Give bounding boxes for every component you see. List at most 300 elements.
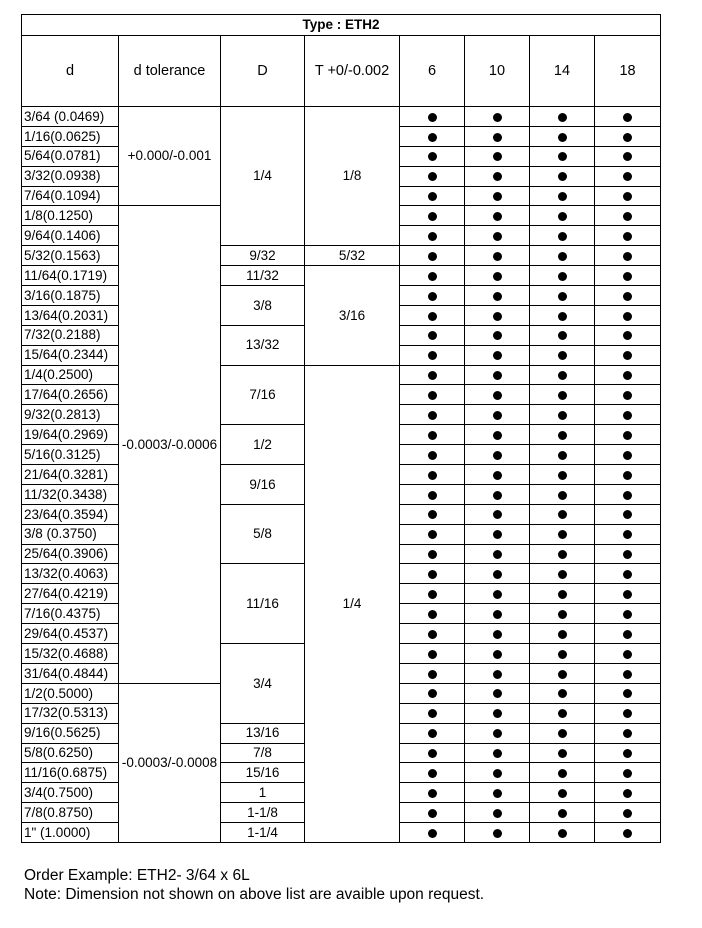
available-dot-icon: [428, 590, 437, 599]
available-dot-icon: [558, 431, 567, 440]
available-dot-icon: [558, 232, 567, 241]
available-dot-icon: [428, 451, 437, 460]
length-18-cell: [595, 146, 661, 166]
available-dot-icon: [493, 212, 502, 221]
available-dot-icon: [558, 510, 567, 519]
available-dot-icon: [493, 749, 502, 758]
length-18-cell: [595, 544, 661, 564]
available-dot-icon: [558, 491, 567, 500]
available-dot-icon: [493, 192, 502, 201]
length-10-cell: [465, 266, 530, 286]
length-10-cell: [465, 803, 530, 823]
length-6-cell: [400, 604, 465, 624]
length-10-cell: [465, 405, 530, 425]
length-18-cell: [595, 365, 661, 385]
length-18-cell: [595, 703, 661, 723]
available-dot-icon: [428, 769, 437, 778]
length-6-cell: [400, 624, 465, 644]
d-value-cell: 9/32(0.2813): [22, 405, 119, 425]
available-dot-icon: [428, 411, 437, 420]
length-14-cell: [530, 266, 595, 286]
length-18-cell: [595, 803, 661, 823]
available-dot-icon: [428, 729, 437, 738]
D-value-cell: 3/8: [221, 286, 305, 326]
length-18-cell: [595, 564, 661, 584]
available-dot-icon: [558, 590, 567, 599]
d-value-cell: 13/64(0.2031): [22, 305, 119, 325]
available-dot-icon: [623, 749, 632, 758]
d-value-cell: 17/64(0.2656): [22, 385, 119, 405]
available-dot-icon: [493, 331, 502, 340]
length-18-cell: [595, 683, 661, 703]
length-18-cell: [595, 624, 661, 644]
available-dot-icon: [558, 729, 567, 738]
length-14-cell: [530, 305, 595, 325]
available-dot-icon: [493, 829, 502, 838]
D-value-cell: 11/32: [221, 266, 305, 286]
available-dot-icon: [493, 252, 502, 261]
available-dot-icon: [428, 172, 437, 181]
length-18-cell: [595, 186, 661, 206]
available-dot-icon: [558, 650, 567, 659]
length-10-cell: [465, 126, 530, 146]
length-10-cell: [465, 166, 530, 186]
length-18-cell: [595, 425, 661, 445]
available-dot-icon: [623, 491, 632, 500]
length-14-cell: [530, 484, 595, 504]
available-dot-icon: [558, 451, 567, 460]
length-14-cell: [530, 186, 595, 206]
length-6-cell: [400, 286, 465, 306]
available-dot-icon: [623, 471, 632, 480]
available-dot-icon: [428, 789, 437, 798]
length-6-cell: [400, 564, 465, 584]
available-dot-icon: [493, 431, 502, 440]
d-tolerance-cell: -0.0003/-0.0006: [119, 206, 221, 683]
available-dot-icon: [428, 491, 437, 500]
available-dot-icon: [558, 471, 567, 480]
length-18-cell: [595, 325, 661, 345]
available-dot-icon: [558, 411, 567, 420]
available-dot-icon: [428, 689, 437, 698]
length-14-cell: [530, 107, 595, 127]
d-value-cell: 25/64(0.3906): [22, 544, 119, 564]
length-14-cell: [530, 584, 595, 604]
available-dot-icon: [428, 371, 437, 380]
available-dot-icon: [623, 371, 632, 380]
table-row: [22, 246, 661, 266]
length-10-cell: [465, 107, 530, 127]
d-value-cell: 31/64(0.4844): [22, 663, 119, 683]
length-10-cell: [465, 385, 530, 405]
available-dot-icon: [558, 709, 567, 718]
available-dot-icon: [623, 451, 632, 460]
table-body: [22, 107, 661, 843]
length-10-cell: [465, 663, 530, 683]
length-6-cell: [400, 644, 465, 664]
length-14-cell: [530, 624, 595, 644]
D-value-cell: 1-1/4: [221, 823, 305, 843]
d-value-cell: 7/32(0.2188): [22, 325, 119, 345]
header-length-6: 6: [400, 36, 465, 107]
length-6-cell: [400, 504, 465, 524]
D-value-cell: 5/8: [221, 504, 305, 564]
available-dot-icon: [623, 411, 632, 420]
D-value-cell: 11/16: [221, 564, 305, 644]
length-10-cell: [465, 524, 530, 544]
available-dot-icon: [558, 331, 567, 340]
available-dot-icon: [428, 113, 437, 122]
d-tolerance-cell: +0.000/-0.001: [119, 107, 221, 206]
length-6-cell: [400, 723, 465, 743]
available-dot-icon: [493, 133, 502, 142]
D-value-cell: 3/4: [221, 644, 305, 724]
available-dot-icon: [493, 769, 502, 778]
available-dot-icon: [558, 670, 567, 679]
length-10-cell: [465, 345, 530, 365]
length-6-cell: [400, 325, 465, 345]
length-14-cell: [530, 544, 595, 564]
D-value-cell: 13/32: [221, 325, 305, 365]
d-value-cell: 29/64(0.4537): [22, 624, 119, 644]
available-dot-icon: [428, 351, 437, 360]
available-dot-icon: [623, 550, 632, 559]
length-6-cell: [400, 763, 465, 783]
length-6-cell: [400, 266, 465, 286]
available-dot-icon: [623, 530, 632, 539]
available-dot-icon: [493, 451, 502, 460]
length-10-cell: [465, 564, 530, 584]
d-value-cell: 3/32(0.0938): [22, 166, 119, 186]
length-18-cell: [595, 305, 661, 325]
length-14-cell: [530, 644, 595, 664]
d-value-cell: 1/2(0.5000): [22, 683, 119, 703]
length-18-cell: [595, 107, 661, 127]
available-dot-icon: [558, 689, 567, 698]
available-dot-icon: [428, 610, 437, 619]
length-14-cell: [530, 823, 595, 843]
length-10-cell: [465, 246, 530, 266]
d-value-cell: 7/64(0.1094): [22, 186, 119, 206]
available-dot-icon: [428, 670, 437, 679]
length-14-cell: [530, 524, 595, 544]
available-dot-icon: [493, 312, 502, 321]
D-value-cell: 7/16: [221, 365, 305, 425]
available-dot-icon: [558, 749, 567, 758]
d-value-cell: 1/8(0.1250): [22, 206, 119, 226]
length-18-cell: [595, 286, 661, 306]
length-10-cell: [465, 783, 530, 803]
available-dot-icon: [623, 192, 632, 201]
available-dot-icon: [558, 272, 567, 281]
D-value-cell: 1-1/8: [221, 803, 305, 823]
length-18-cell: [595, 504, 661, 524]
available-dot-icon: [428, 709, 437, 718]
available-dot-icon: [623, 590, 632, 599]
available-dot-icon: [623, 510, 632, 519]
length-14-cell: [530, 405, 595, 425]
availability-note: Note: Dimension not shown on above list are avaible upon request.: [24, 886, 485, 903]
header-length-18: 18: [595, 36, 661, 107]
length-18-cell: [595, 206, 661, 226]
available-dot-icon: [558, 530, 567, 539]
d-value-cell: 19/64(0.2969): [22, 425, 119, 445]
length-10-cell: [465, 743, 530, 763]
length-18-cell: [595, 484, 661, 504]
table-row: [22, 107, 661, 127]
available-dot-icon: [428, 650, 437, 659]
available-dot-icon: [493, 570, 502, 579]
length-18-cell: [595, 166, 661, 186]
T-value-cell: 1/4: [305, 365, 400, 842]
length-6-cell: [400, 186, 465, 206]
available-dot-icon: [493, 530, 502, 539]
length-10-cell: [465, 305, 530, 325]
length-14-cell: [530, 504, 595, 524]
available-dot-icon: [558, 769, 567, 778]
available-dot-icon: [623, 809, 632, 818]
d-value-cell: 15/64(0.2344): [22, 345, 119, 365]
length-18-cell: [595, 226, 661, 246]
available-dot-icon: [428, 133, 437, 142]
available-dot-icon: [428, 829, 437, 838]
length-10-cell: [465, 624, 530, 644]
length-18-cell: [595, 823, 661, 843]
available-dot-icon: [428, 192, 437, 201]
T-value-cell: 1/8: [305, 107, 400, 246]
T-value-cell: 3/16: [305, 266, 400, 365]
length-14-cell: [530, 126, 595, 146]
length-6-cell: [400, 126, 465, 146]
available-dot-icon: [428, 471, 437, 480]
available-dot-icon: [558, 312, 567, 321]
length-14-cell: [530, 246, 595, 266]
available-dot-icon: [493, 351, 502, 360]
header-T: T +0/-0.002: [305, 36, 400, 107]
available-dot-icon: [493, 471, 502, 480]
available-dot-icon: [428, 530, 437, 539]
length-10-cell: [465, 146, 530, 166]
available-dot-icon: [558, 212, 567, 221]
length-10-cell: [465, 484, 530, 504]
length-6-cell: [400, 445, 465, 465]
length-14-cell: [530, 803, 595, 823]
length-6-cell: [400, 226, 465, 246]
d-value-cell: 21/64(0.3281): [22, 465, 119, 485]
available-dot-icon: [428, 232, 437, 241]
available-dot-icon: [428, 809, 437, 818]
available-dot-icon: [428, 391, 437, 400]
available-dot-icon: [558, 829, 567, 838]
length-14-cell: [530, 743, 595, 763]
available-dot-icon: [428, 212, 437, 221]
length-10-cell: [465, 365, 530, 385]
available-dot-icon: [493, 610, 502, 619]
d-value-cell: 17/32(0.5313): [22, 703, 119, 723]
available-dot-icon: [623, 630, 632, 639]
d-value-cell: 3/64 (0.0469): [22, 107, 119, 127]
d-value-cell: 3/8 (0.3750): [22, 524, 119, 544]
length-6-cell: [400, 803, 465, 823]
available-dot-icon: [428, 570, 437, 579]
available-dot-icon: [623, 232, 632, 241]
order-example: Order Example: ETH2- 3/64 x 6L: [24, 867, 250, 884]
length-14-cell: [530, 286, 595, 306]
available-dot-icon: [558, 809, 567, 818]
length-14-cell: [530, 703, 595, 723]
length-6-cell: [400, 823, 465, 843]
length-14-cell: [530, 604, 595, 624]
available-dot-icon: [428, 510, 437, 519]
length-18-cell: [595, 663, 661, 683]
D-value-cell: 9/16: [221, 465, 305, 505]
available-dot-icon: [428, 550, 437, 559]
length-10-cell: [465, 504, 530, 524]
d-value-cell: 27/64(0.4219): [22, 584, 119, 604]
available-dot-icon: [493, 272, 502, 281]
length-6-cell: [400, 663, 465, 683]
available-dot-icon: [623, 312, 632, 321]
available-dot-icon: [558, 550, 567, 559]
length-6-cell: [400, 166, 465, 186]
table-title: Type : ETH2: [22, 15, 661, 36]
length-6-cell: [400, 425, 465, 445]
available-dot-icon: [623, 650, 632, 659]
available-dot-icon: [623, 689, 632, 698]
length-18-cell: [595, 385, 661, 405]
length-18-cell: [595, 604, 661, 624]
length-10-cell: [465, 584, 530, 604]
length-6-cell: [400, 246, 465, 266]
length-6-cell: [400, 206, 465, 226]
length-10-cell: [465, 465, 530, 485]
length-18-cell: [595, 763, 661, 783]
available-dot-icon: [558, 152, 567, 161]
available-dot-icon: [623, 391, 632, 400]
d-tolerance-cell: -0.0003/-0.0008: [119, 683, 221, 842]
length-18-cell: [595, 126, 661, 146]
header-length-14: 14: [530, 36, 595, 107]
length-18-cell: [595, 445, 661, 465]
available-dot-icon: [623, 133, 632, 142]
T-value-cell: 5/32: [305, 246, 400, 266]
length-14-cell: [530, 564, 595, 584]
available-dot-icon: [623, 152, 632, 161]
length-10-cell: [465, 206, 530, 226]
available-dot-icon: [493, 152, 502, 161]
available-dot-icon: [558, 172, 567, 181]
available-dot-icon: [493, 670, 502, 679]
length-6-cell: [400, 345, 465, 365]
D-value-cell: 1: [221, 783, 305, 803]
available-dot-icon: [558, 610, 567, 619]
available-dot-icon: [493, 172, 502, 181]
D-value-cell: 13/16: [221, 723, 305, 743]
length-14-cell: [530, 763, 595, 783]
d-value-cell: 15/32(0.4688): [22, 644, 119, 664]
length-10-cell: [465, 186, 530, 206]
available-dot-icon: [493, 550, 502, 559]
length-14-cell: [530, 683, 595, 703]
available-dot-icon: [623, 172, 632, 181]
length-10-cell: [465, 226, 530, 246]
available-dot-icon: [623, 789, 632, 798]
available-dot-icon: [558, 351, 567, 360]
length-14-cell: [530, 723, 595, 743]
length-10-cell: [465, 425, 530, 445]
available-dot-icon: [428, 312, 437, 321]
length-10-cell: [465, 823, 530, 843]
available-dot-icon: [558, 391, 567, 400]
length-18-cell: [595, 405, 661, 425]
length-6-cell: [400, 783, 465, 803]
length-18-cell: [595, 345, 661, 365]
available-dot-icon: [493, 232, 502, 241]
available-dot-icon: [558, 570, 567, 579]
D-value-cell: 1/4: [221, 107, 305, 246]
length-6-cell: [400, 107, 465, 127]
length-10-cell: [465, 445, 530, 465]
D-value-cell: 7/8: [221, 743, 305, 763]
length-10-cell: [465, 544, 530, 564]
available-dot-icon: [428, 252, 437, 261]
length-14-cell: [530, 325, 595, 345]
length-14-cell: [530, 783, 595, 803]
available-dot-icon: [623, 272, 632, 281]
d-value-cell: 3/4(0.7500): [22, 783, 119, 803]
d-value-cell: 3/16(0.1875): [22, 286, 119, 306]
d-value-cell: 13/32(0.4063): [22, 564, 119, 584]
header-d-tolerance: d tolerance: [119, 36, 221, 107]
length-18-cell: [595, 644, 661, 664]
d-value-cell: 5/32(0.1563): [22, 246, 119, 266]
available-dot-icon: [493, 650, 502, 659]
available-dot-icon: [428, 152, 437, 161]
available-dot-icon: [428, 630, 437, 639]
length-14-cell: [530, 206, 595, 226]
length-10-cell: [465, 723, 530, 743]
length-18-cell: [595, 723, 661, 743]
d-value-cell: 5/64(0.0781): [22, 146, 119, 166]
available-dot-icon: [623, 351, 632, 360]
table-row: [22, 365, 661, 385]
available-dot-icon: [493, 113, 502, 122]
available-dot-icon: [558, 252, 567, 261]
length-6-cell: [400, 146, 465, 166]
available-dot-icon: [558, 133, 567, 142]
length-14-cell: [530, 146, 595, 166]
available-dot-icon: [623, 113, 632, 122]
d-value-cell: 9/16(0.5625): [22, 723, 119, 743]
length-18-cell: [595, 465, 661, 485]
available-dot-icon: [623, 570, 632, 579]
table-row: [22, 266, 661, 286]
available-dot-icon: [493, 510, 502, 519]
available-dot-icon: [623, 729, 632, 738]
d-value-cell: 5/8(0.6250): [22, 743, 119, 763]
spec-table: [21, 14, 661, 843]
d-value-cell: 5/16(0.3125): [22, 445, 119, 465]
available-dot-icon: [623, 431, 632, 440]
d-value-cell: 1/16(0.0625): [22, 126, 119, 146]
available-dot-icon: [428, 272, 437, 281]
length-14-cell: [530, 365, 595, 385]
D-value-cell: 1/2: [221, 425, 305, 465]
available-dot-icon: [493, 411, 502, 420]
available-dot-icon: [558, 113, 567, 122]
D-value-cell: 9/32: [221, 246, 305, 266]
length-10-cell: [465, 703, 530, 723]
